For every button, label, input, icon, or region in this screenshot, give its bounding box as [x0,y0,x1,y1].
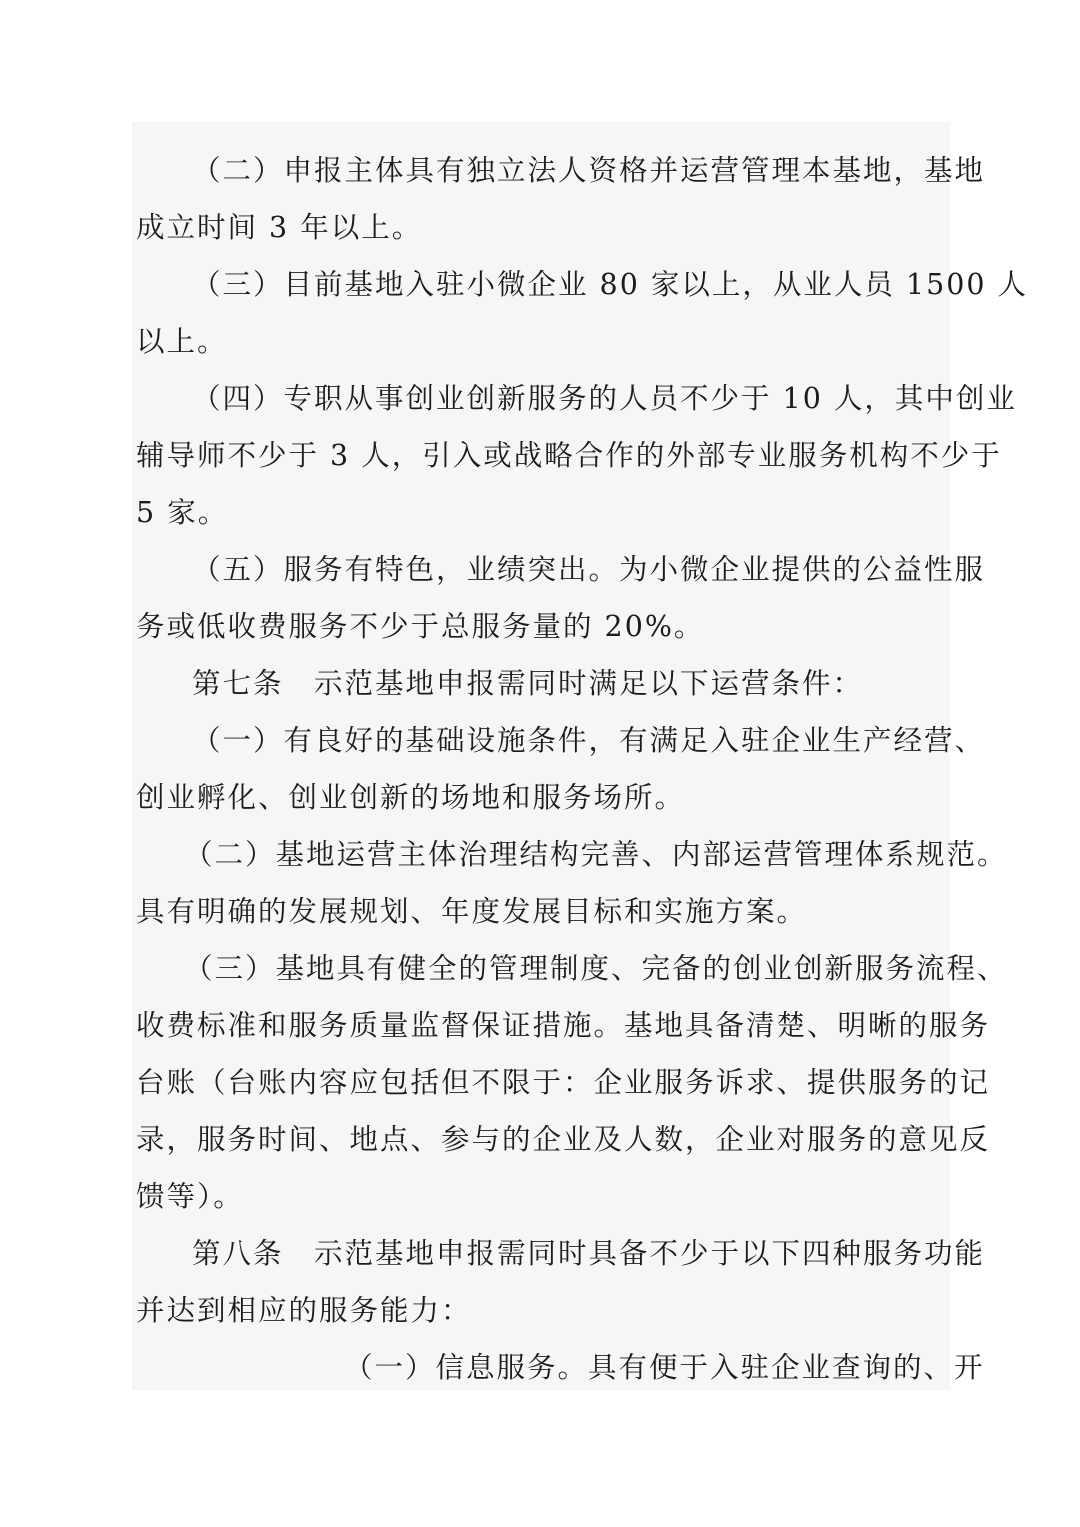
paragraph-line: 5 家。 [136,496,229,529]
paragraph-line: 并达到相应的服务能力： [136,1294,472,1327]
paragraph-line: 创业孵化、创业创新的场地和服务场所。 [136,781,686,814]
paragraph-line: 成立时间 3 年以上。 [136,211,423,244]
paragraph-line: 辅导师不少于 3 人，引入或战略合作的外部专业服务机构不少于 [136,439,1002,472]
document-body [136,142,1029,1396]
paragraph-line: （二）基地运营主体治理结构完善、内部运营管理体系规范。 [184,838,1008,871]
paragraph-line: 收费标准和服务质量监督保证措施。基地具备清楚、明晰的服务 [136,1009,991,1042]
article-heading-line: 第七条 示范基地申报需同时满足以下运营条件： [192,667,864,700]
paragraph-line: （一）有良好的基础设施条件，有满足入驻企业生产经营、 [192,724,986,757]
paragraph-line: （四）专职从事创业创新服务的人员不少于 10 人，其中创业 [192,382,1017,415]
paragraph-line: 录，服务时间、地点、参与的企业及人数，企业对服务的意见反 [136,1123,991,1156]
paragraph-line: （三）基地具有健全的管理制度、完备的创业创新服务流程、 [184,952,1008,985]
paragraph-line: （一）信息服务。具有便于入驻企业查询的、开 [344,1351,985,1384]
article-heading-line: 第八条 示范基地申报需同时具备不少于以下四种服务功能 [192,1237,986,1270]
paragraph-line: 务或低收费服务不少于总服务量的 20%。 [136,610,705,643]
paragraph-line: 馈等）。 [136,1180,244,1213]
paragraph-line: 以上。 [136,325,228,358]
paragraph-line: （五）服务有特色，业绩突出。为小微企业提供的公益性服 [192,553,986,586]
paragraph-line: 具有明确的发展规划、年度发展目标和实施方案。 [136,895,808,928]
paragraph-line: 台账（台账内容应包括但不限于：企业服务诉求、提供服务的记 [136,1066,991,1099]
paragraph-line: （二）申报主体具有独立法人资格并运营管理本基地，基地 [192,154,986,187]
paragraph-line: （三）目前基地入驻小微企业 80 家以上，从业人员 1500 人 [192,268,1029,301]
